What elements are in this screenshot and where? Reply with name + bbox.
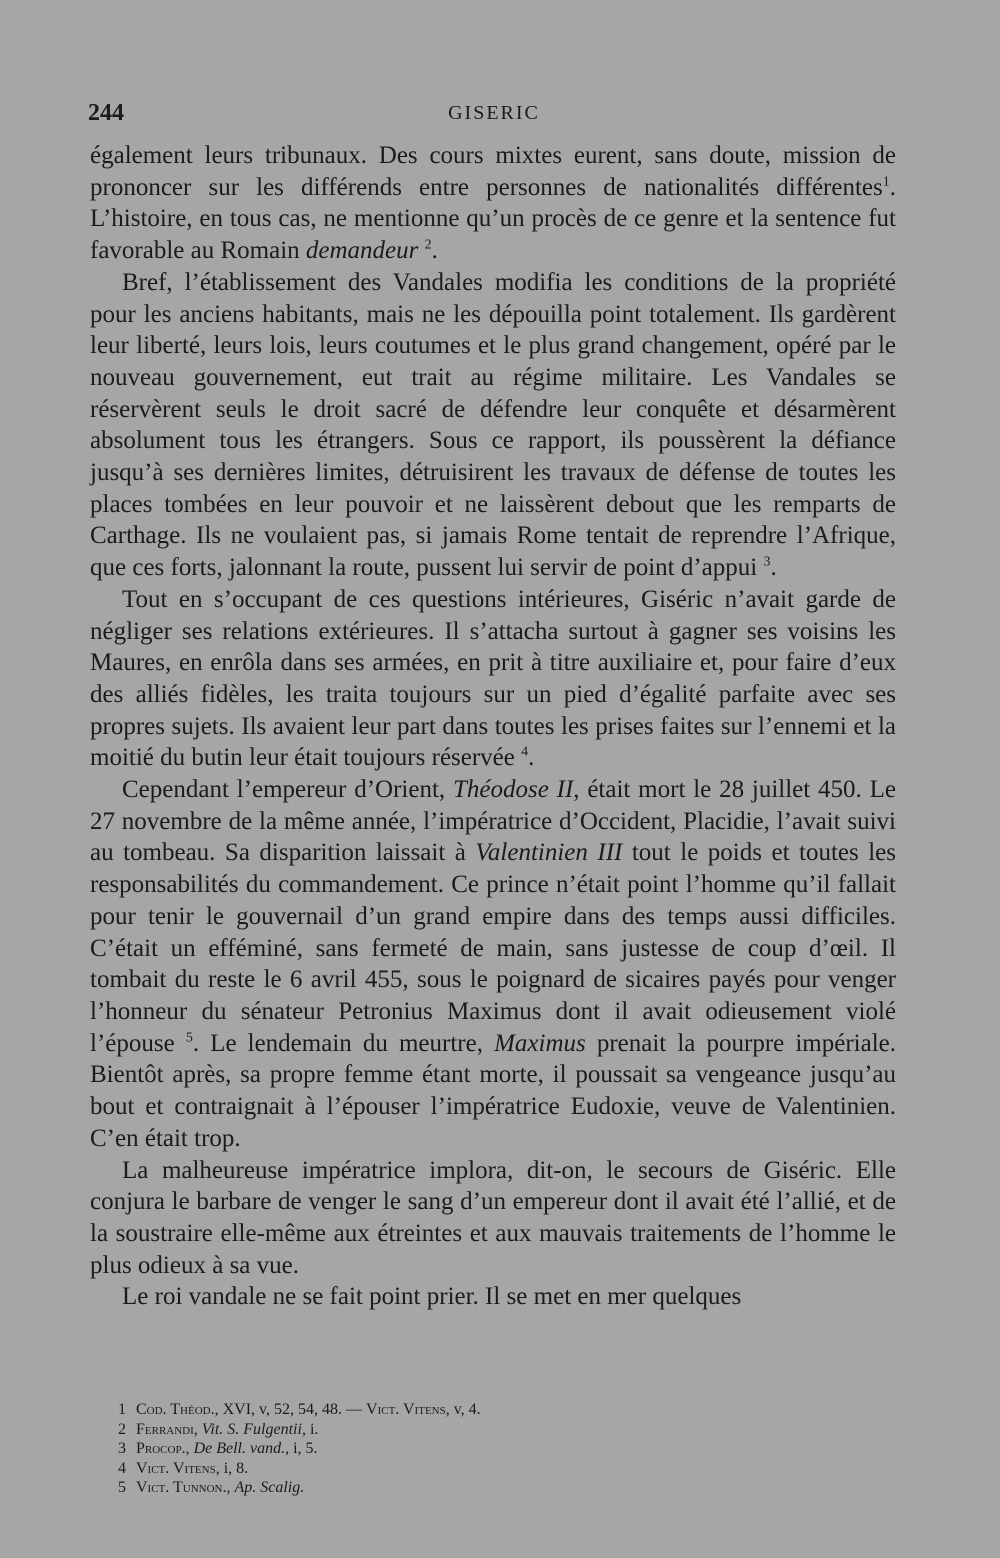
text-run: , i, 8. <box>215 1459 249 1477</box>
text-run: , v, 4. <box>445 1401 481 1418</box>
text-run: . <box>431 237 438 265</box>
author-abbreviation: Ferrandi <box>136 1420 194 1438</box>
footnote-number: 3 <box>118 1440 126 1457</box>
author-abbreviation: Procop. <box>136 1440 186 1457</box>
running-title: GISERIC <box>448 102 540 124</box>
footnote-number: 5 <box>118 1479 126 1496</box>
paragraph-3 <box>90 584 896 774</box>
text-run: tout le poids et toutes les responsabilités du commandement. Ce prince n’était point l’homme qu’il fallait pour tenir le gouvernail d’un grand empire dans des temps aussi difficiles. C’était un efféminé, sans fermeté de main, sans justesse de coup d’œil. Il tombait du reste le 6 avril 455, sous le poignard de sicaires payés pour venger l’honneur du sénateur Petronius Maximus dont il avait odieusement violé l’épouse <box>90 839 896 1057</box>
footnote-1 <box>118 1400 878 1420</box>
paragraph-1 <box>90 140 896 267</box>
text-run: , i. <box>301 1420 319 1438</box>
author-abbreviation: Vict. Vitens <box>366 1401 446 1418</box>
italic-text: demandeur <box>305 237 419 265</box>
author-abbreviation: Vict. Tunnon. <box>136 1479 227 1496</box>
text-run: , <box>185 1440 194 1457</box>
text-run: prenait la pourpre impériale. Bientôt après, sa propre femme étant morte, il poussait sa vengeance jusqu’au bout et contraignait à l’épouser l’impératrice Eudoxie, veuve de Valentinien. C’en était trop. <box>90 1029 896 1152</box>
page-header <box>88 100 900 134</box>
footnote-ref[interactable]: 2 <box>424 237 432 253</box>
text-run: Cependant l’empereur d’Orient, <box>122 776 453 804</box>
text-run: , <box>226 1479 235 1496</box>
footnote-number: 2 <box>118 1420 126 1438</box>
page-number: 244 <box>88 100 124 126</box>
footnote-number: 4 <box>118 1459 126 1477</box>
italic-text: Vit. S. Fulgentii <box>201 1420 302 1438</box>
footnote-ref[interactable]: 3 <box>763 554 771 570</box>
footnote-ref[interactable]: 5 <box>185 1030 193 1046</box>
text-run: . L’histoire, en tous cas, ne mentionne qu’un procès de ce genre et la sentence fut favorable au Romain <box>90 173 896 265</box>
author-abbreviation: Vict. Vitens <box>136 1459 216 1477</box>
paragraph-4 <box>90 774 896 1154</box>
text-run: , i, 5. <box>285 1440 318 1457</box>
text-run: La malheureuse impératrice implora, dit-on, le secours de Giséric. Elle conjura le barbare de venger le sang d’un empereur dont il avait été l’allié, et de la soustraire elle-même aux étreintes et aux mauvais traitements de l’homme le plus odieux à sa vue. <box>90 1156 896 1279</box>
text-run: Bref, l’établissement des Vandales modifia les conditions de la propriété pour les anciens habitants, mais ne les dépouilla point totalement. Ils gardèrent leur liberté, leurs lois, leurs coutumes et le plus grand changement, opéré par le nouveau gouvernement, eut trait au régime militaire. Les Vandales se réservèrent seuls le droit sacré de défendre leur conquête et désarmèrent absolument tous les étrangers. Sous ce rapport, ils poussèrent la défiance jusqu’à ses dernières limites, détruisirent les travaux de défense de toutes les places tombées en leur pouvoir et ne laissèrent debout que les remparts de Carthage. Ils ne voulaient pas, si jamais Rome tentait de reprendre l’Afrique, que ces forts, jalonnant la route, pussent lui servir de point d’appui <box>90 268 896 582</box>
footnotes <box>118 1400 878 1498</box>
footnote-2 <box>118 1420 878 1440</box>
text-run: . <box>770 554 777 582</box>
text-run: , <box>193 1420 202 1438</box>
body-text <box>90 140 896 1313</box>
text-run: Tout en s’occupant de ces questions intérieures, Giséric n’avait garde de négliger ses relations extérieures. Il s’attacha surtout à gagner ses voisins les Maures, en enrôla dans ses armées, en prit à titre auxiliaire et, pour faire d’eux des alliés fidèles, les traita toujours sur un pied d’égalité parfaite avec ses propres sujets. Ils avaient leur part dans toutes les prises faites sur l’ennemi et la moitié du butin leur était toujours réservée <box>90 585 896 772</box>
paragraph-6 <box>90 1281 896 1313</box>
footnote-5 <box>118 1478 878 1498</box>
text-run: Le roi vandale ne se fait point prier. Il se met en mer quelques <box>122 1283 742 1311</box>
text-run: . <box>528 744 535 772</box>
italic-text: De Bell. vand. <box>193 1440 286 1457</box>
paragraph-2 <box>90 267 896 584</box>
paragraph-5 <box>90 1155 896 1282</box>
author-abbreviation: Cod. Théod. <box>136 1401 215 1418</box>
italic-text: Valentinien III <box>475 839 623 867</box>
text-run: , XVI, v, 52, 54, 48. — <box>214 1401 367 1418</box>
footnote-4 <box>118 1459 878 1479</box>
italic-text: Ap. Scalig. <box>234 1479 305 1496</box>
italic-text: Maximus <box>494 1029 586 1057</box>
footnote-3 <box>118 1439 878 1459</box>
italic-text: Théodose II <box>452 776 574 804</box>
text-run: . Le lendemain du meurtre, <box>192 1029 495 1057</box>
text-run: , était mort le 28 juillet 450. Le 27 novembre de la même année, l’impératrice d’Occident, Placidie, l’avait suivi au tombeau. Sa disparition laissait à <box>90 776 896 867</box>
footnote-ref[interactable]: 4 <box>521 745 529 761</box>
text-run: également leurs tribunaux. Des cours mixtes eurent, sans doute, mission de prononcer sur les différends entre personnes de nationalités différentes <box>90 142 896 201</box>
footnote-number: 1 <box>118 1401 126 1418</box>
footnote-ref[interactable]: 1 <box>882 174 890 190</box>
